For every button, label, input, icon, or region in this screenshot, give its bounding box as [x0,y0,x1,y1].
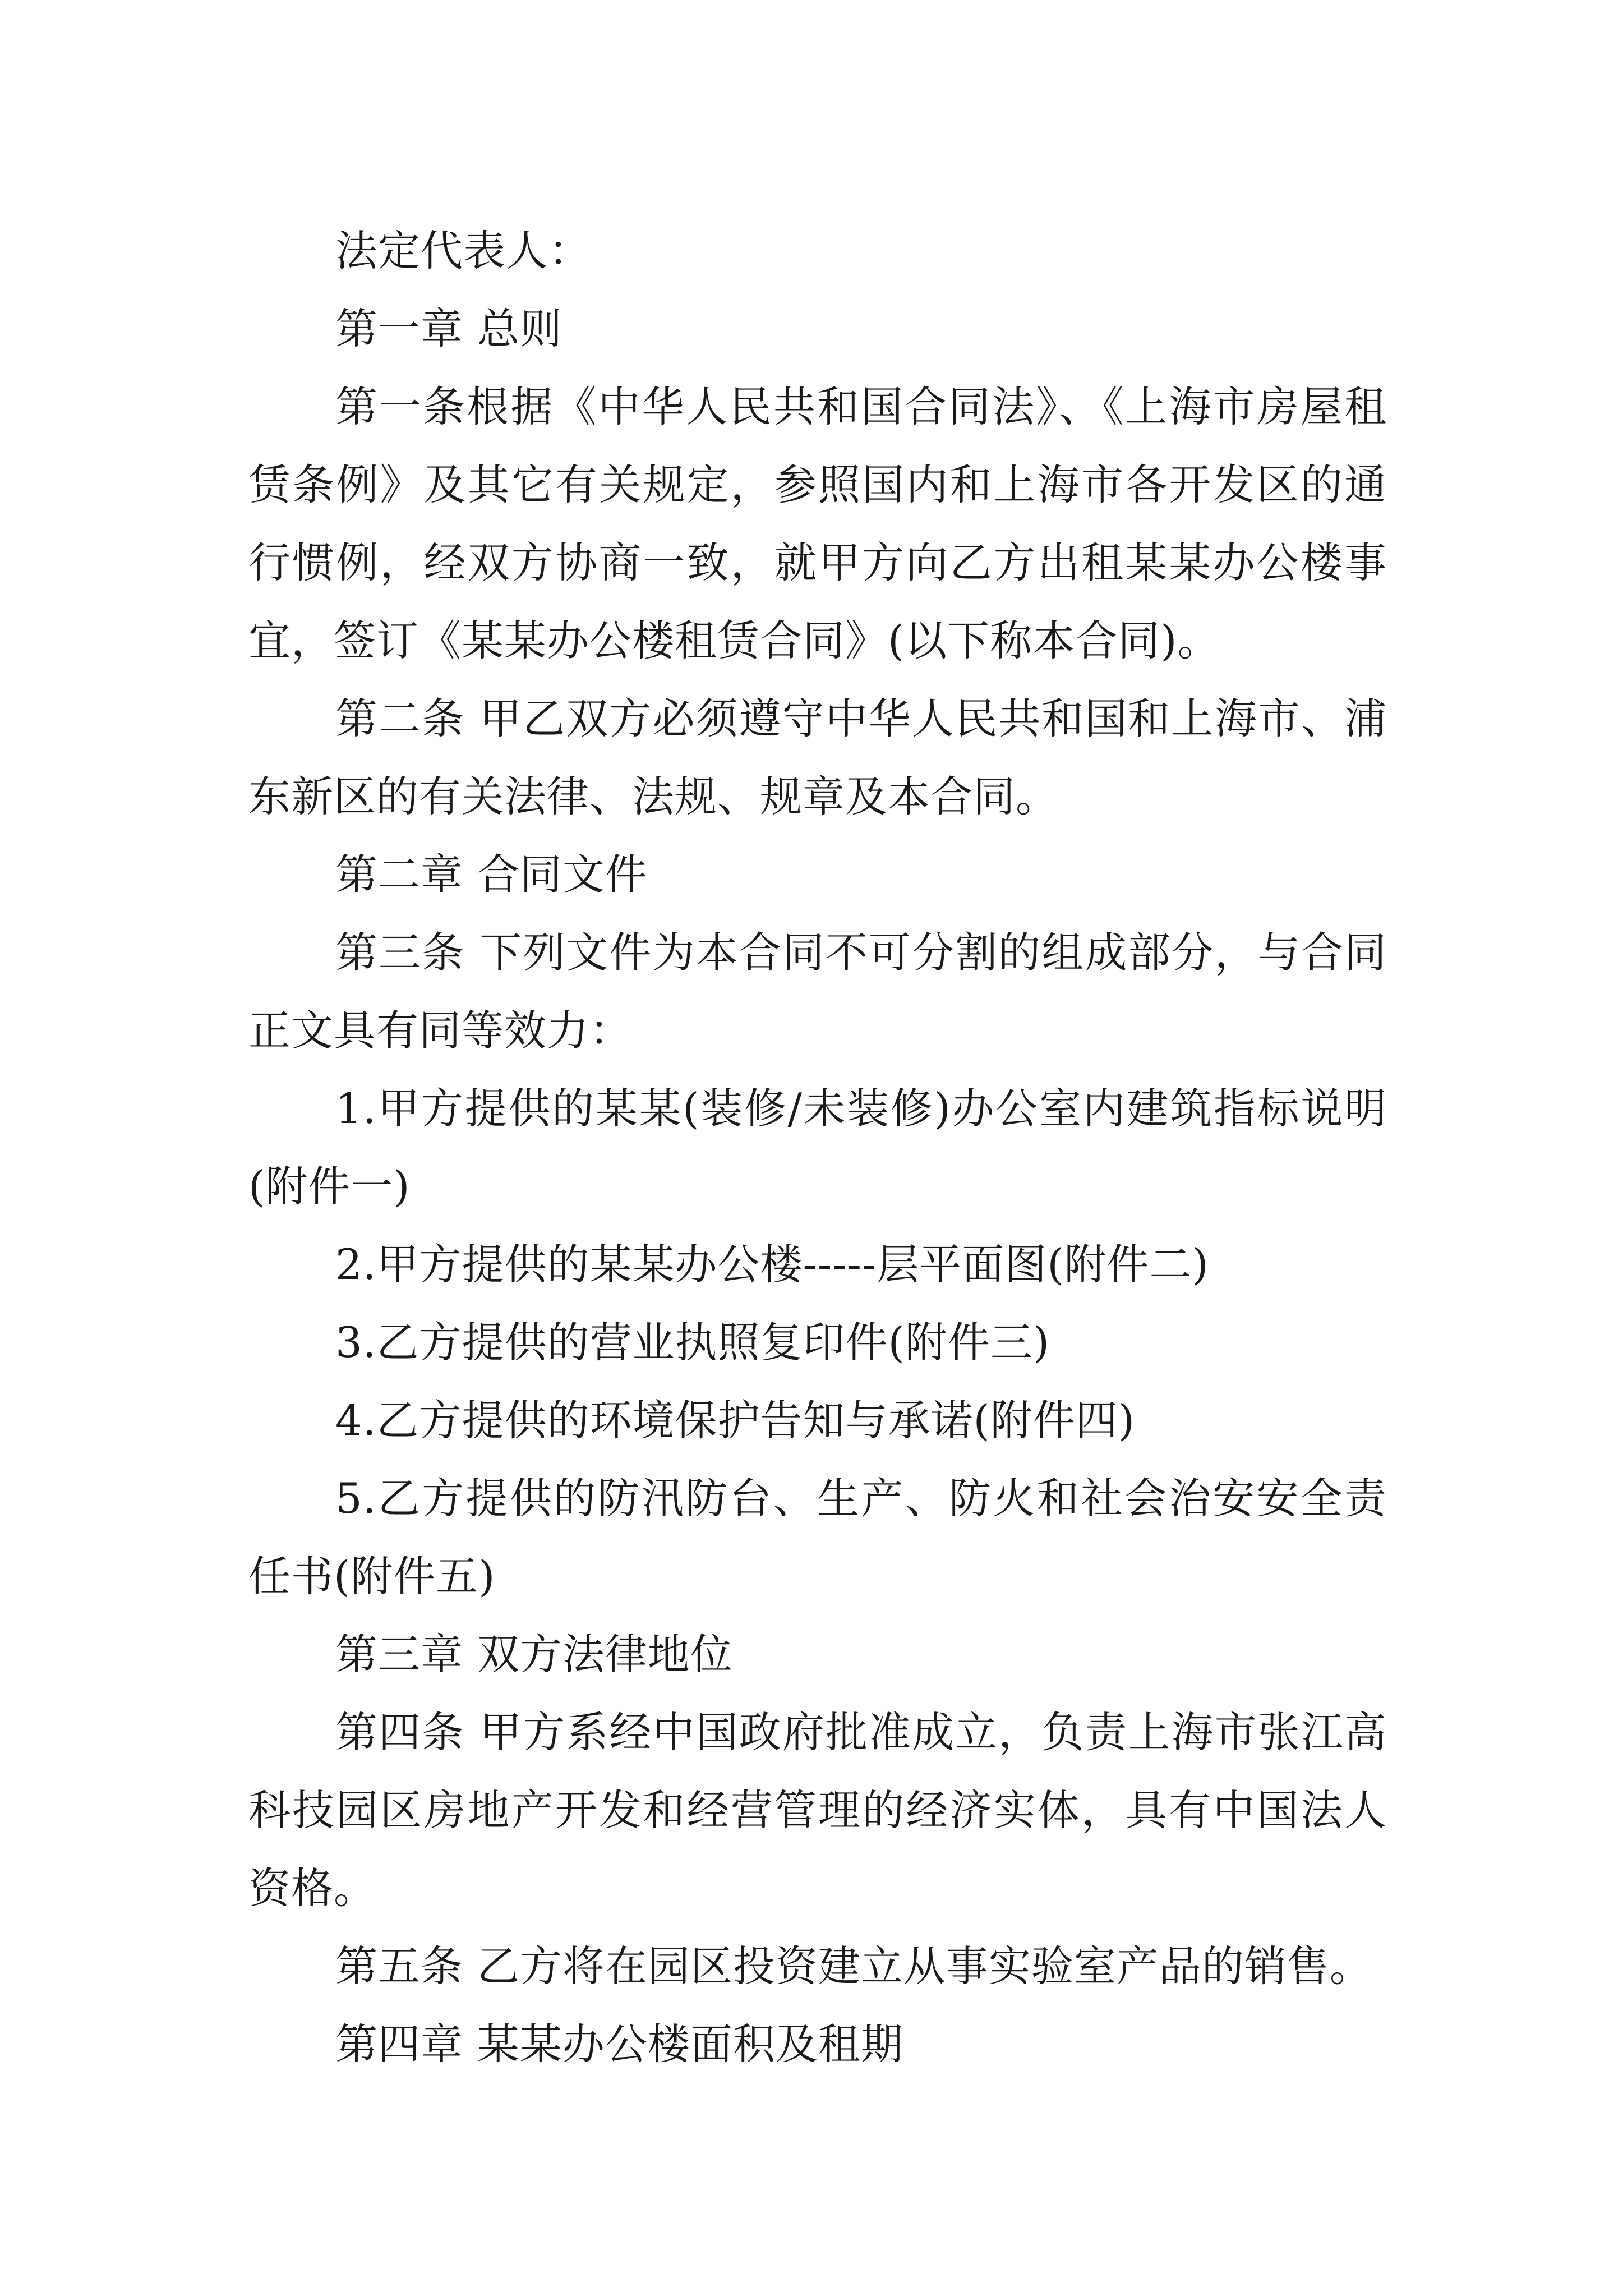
article-1: 第一条根据《中华人民共和国合同法》、《上海市房屋租赁条例》及其它有关规定，参照国内和上海市各开发区的通行惯例，经双方协商一致，就甲方向乙方出租某某办公楼事宜，签订《某某办公楼租赁合同》(以下称本合同)。 [248,382,1387,665]
legal-representative-line: 法定代表人： [335,226,592,275]
attachment-item-4: 4.乙方提供的环境保护告知与承诺(附件四) [335,1396,1136,1445]
attachment-item-5: 5.乙方提供的防汛防台、生产、防火和社会治安安全责任书(附件五) [248,1474,1387,1601]
chapter-4-heading: 第四章 某某办公楼面积及租期 [335,2019,903,2069]
attachment-item-2: 2.甲方提供的某某办公楼-----层平面图(附件二) [335,1240,1209,1289]
attachment-item-3: 3.乙方提供的营业执照复印件(附件三) [335,1318,1050,1367]
chapter-2-heading: 第二章 合同文件 [335,850,648,899]
article-2: 第二条 甲乙双方必须遵守中华人民共和国和上海市、浦东新区的有关法律、法规、规章及本合同。 [248,694,1387,821]
article-3: 第三条 下列文件为本合同不可分割的组成部分，与合同正文具有同等效力： [248,928,1387,1055]
chapter-1-heading: 第一章 总则 [335,304,562,353]
article-4: 第四条 甲方系经中国政府批准成立，负责上海市张江高科技园区房地产开发和经营管理的经济实体，具有中国法人资格。 [248,1708,1387,1913]
document-body [248,212,1387,2083]
chapter-3-heading: 第三章 双方法律地位 [335,1630,733,1679]
attachment-item-1: 1.甲方提供的某某(装修/未装修)办公室内建筑指标说明(附件一) [248,1084,1387,1211]
article-5: 第五条 乙方将在园区投资建立从事实验室产品的销售。 [335,1941,1372,1991]
